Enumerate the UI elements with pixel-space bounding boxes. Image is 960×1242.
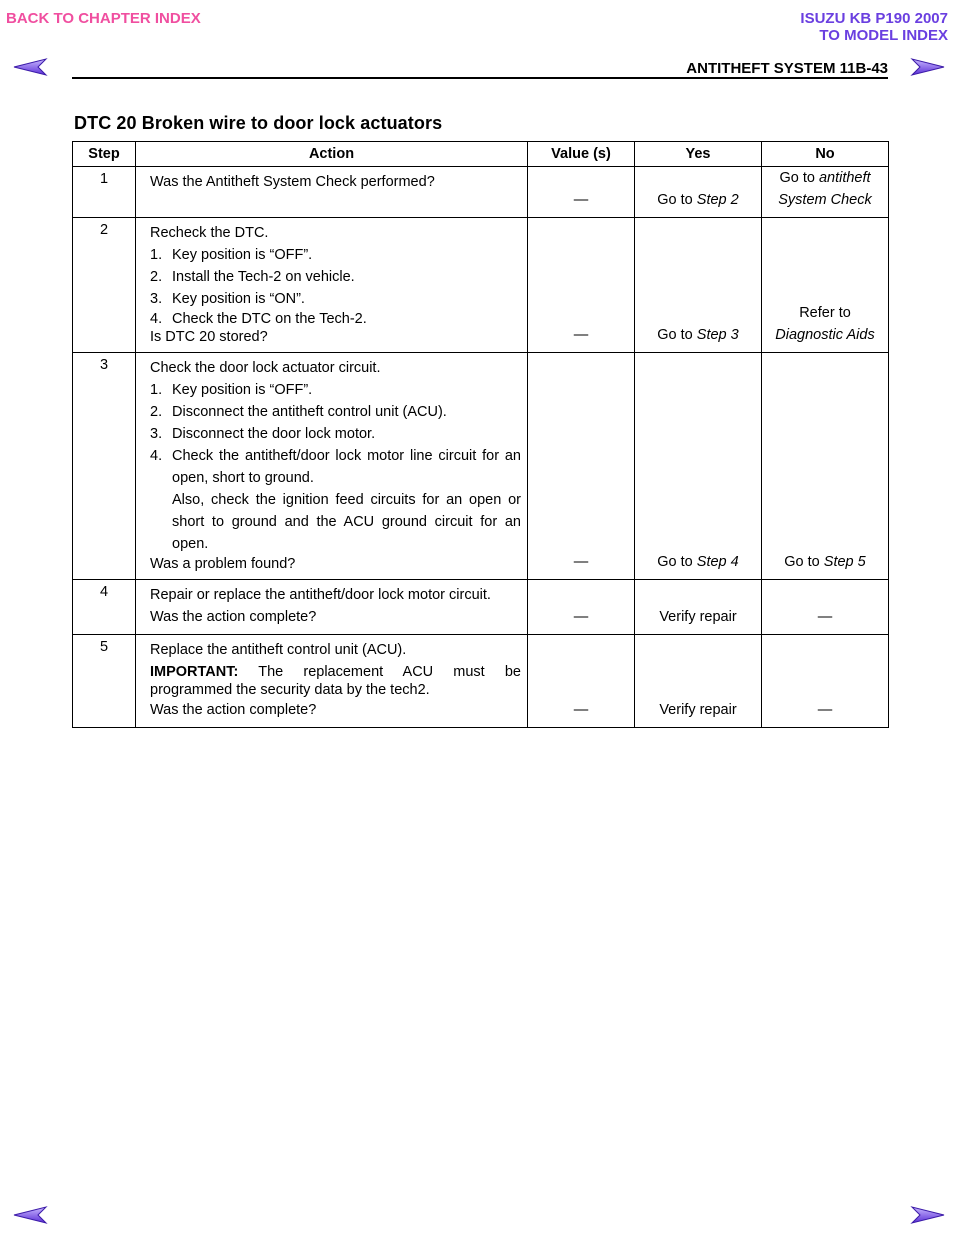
header-step: Step xyxy=(73,142,136,167)
substep-text: Key position is “OFF”. xyxy=(172,382,313,398)
action-cell xyxy=(136,218,528,353)
no-prefix: Go to xyxy=(779,170,819,186)
action-text: Was the Antitheft System Check performed? xyxy=(150,174,435,190)
no-step-link[interactable]: Step 5 xyxy=(823,554,866,570)
header-value: Value (s) xyxy=(528,142,635,167)
substep-text: Check the antitheft/door lock motor line circuit for an open, short to ground. xyxy=(172,448,521,486)
no-link-antitheft[interactable]: antitheft xyxy=(818,170,871,186)
yes-cell: Verify repair xyxy=(635,580,762,635)
back-to-chapter-index-link[interactable]: BACK TO CHAPTER INDEX xyxy=(6,10,201,27)
step-number: 5 xyxy=(73,635,136,728)
important-note xyxy=(150,661,521,699)
table-row xyxy=(73,635,889,728)
value-cell: — xyxy=(528,218,635,353)
no-link-system-check[interactable]: System Check xyxy=(778,192,872,208)
substep-text: Check the DTC on the Tech-2. xyxy=(172,311,367,327)
to-model-index-link[interactable]: TO MODEL INDEX xyxy=(819,27,948,44)
substep-number: 4. xyxy=(150,311,163,327)
yes-cell: Verify repair xyxy=(635,635,762,728)
action-cell xyxy=(136,167,528,218)
substep-text: Key position is “ON”. xyxy=(172,291,305,307)
no-text: Refer to xyxy=(799,305,851,321)
action-cell xyxy=(136,635,528,728)
question-text: Was the action complete? xyxy=(150,609,317,625)
substep xyxy=(150,266,521,288)
yes-step-link[interactable]: Step 4 xyxy=(696,554,739,570)
action-text: Recheck the DTC. xyxy=(150,225,269,241)
substep-number: 3. xyxy=(150,426,163,442)
no-cell xyxy=(762,167,889,218)
header-rule xyxy=(72,77,888,79)
substep-number: 4. xyxy=(150,448,163,464)
step-number: 2 xyxy=(73,218,136,353)
substep xyxy=(150,379,521,401)
next-page-arrow-icon[interactable] xyxy=(910,1204,946,1226)
table-row xyxy=(73,580,889,635)
no-cell: — xyxy=(762,635,889,728)
step-number: 3 xyxy=(73,353,136,580)
value-cell: — xyxy=(528,167,635,218)
value-cell: — xyxy=(528,353,635,580)
no-diagnostic-aids-link[interactable]: Diagnostic Aids xyxy=(775,327,875,343)
model-title xyxy=(800,10,948,44)
substep xyxy=(150,310,521,328)
substep-number: 2. xyxy=(150,404,163,420)
no-cell xyxy=(762,218,889,353)
substep-text: Disconnect the antitheft control unit (ACU). xyxy=(172,404,447,420)
table-row xyxy=(73,353,889,580)
important-text: The replacement ACU must be programmed the security data by the tech2. xyxy=(150,664,521,698)
substep xyxy=(150,445,521,489)
substep-number: 3. xyxy=(150,291,163,307)
yes-prefix: Go to xyxy=(657,327,697,343)
action-text: Check the door lock actuator circuit. xyxy=(150,360,381,376)
value-cell: — xyxy=(528,580,635,635)
substep-number: 1. xyxy=(150,382,163,398)
substep-text: Install the Tech-2 on vehicle. xyxy=(172,269,355,285)
table-row xyxy=(73,218,889,353)
header-action: Action xyxy=(136,142,528,167)
step-number: 4 xyxy=(73,580,136,635)
substep xyxy=(150,423,521,445)
action-cell xyxy=(136,353,528,580)
question-text: Was a problem found? xyxy=(150,556,296,572)
previous-page-arrow-icon[interactable] xyxy=(12,56,48,78)
step-number: 1 xyxy=(73,167,136,218)
yes-prefix: Go to xyxy=(657,554,697,570)
substep xyxy=(150,244,521,266)
section-title: ANTITHEFT SYSTEM 11B-43 xyxy=(686,60,888,77)
no-prefix: Go to xyxy=(784,554,824,570)
action-text: Replace the antitheft control unit (ACU). xyxy=(150,642,407,658)
substep xyxy=(150,288,521,310)
action-text: Repair or replace the antitheft/door lock motor circuit. xyxy=(150,587,491,603)
yes-prefix: Go to xyxy=(657,192,697,208)
next-page-arrow-icon[interactable] xyxy=(910,56,946,78)
table-header-row xyxy=(73,142,889,167)
action-cell xyxy=(136,580,528,635)
yes-step-link[interactable]: Step 2 xyxy=(696,192,739,208)
yes-cell xyxy=(635,167,762,218)
substep-text: Key position is “OFF”. xyxy=(172,247,313,263)
page-heading: DTC 20 Broken wire to door lock actuators xyxy=(74,113,443,133)
no-cell: — xyxy=(762,580,889,635)
continuation-text: Also, check the ignition feed circuits for an open or short to ground and the ACU ground circuit for an open. xyxy=(172,492,521,552)
substep xyxy=(150,401,521,423)
value-cell: — xyxy=(528,635,635,728)
diagnostic-table xyxy=(72,141,889,728)
no-cell xyxy=(762,353,889,580)
model-name: ISUZU KB P190 2007 xyxy=(800,10,948,27)
header-no: No xyxy=(762,142,889,167)
important-label: IMPORTANT: xyxy=(150,664,239,680)
substep-number: 1. xyxy=(150,247,163,263)
yes-cell xyxy=(635,353,762,580)
previous-page-arrow-icon[interactable] xyxy=(12,1204,48,1226)
question-text: Is DTC 20 stored? xyxy=(150,329,268,345)
substep-text: Disconnect the door lock motor. xyxy=(172,426,376,442)
yes-step-link[interactable]: Step 3 xyxy=(696,327,739,343)
header-yes: Yes xyxy=(635,142,762,167)
question-text: Was the action complete? xyxy=(150,702,317,718)
table-row xyxy=(73,167,889,218)
substep-number: 2. xyxy=(150,269,163,285)
yes-cell xyxy=(635,218,762,353)
